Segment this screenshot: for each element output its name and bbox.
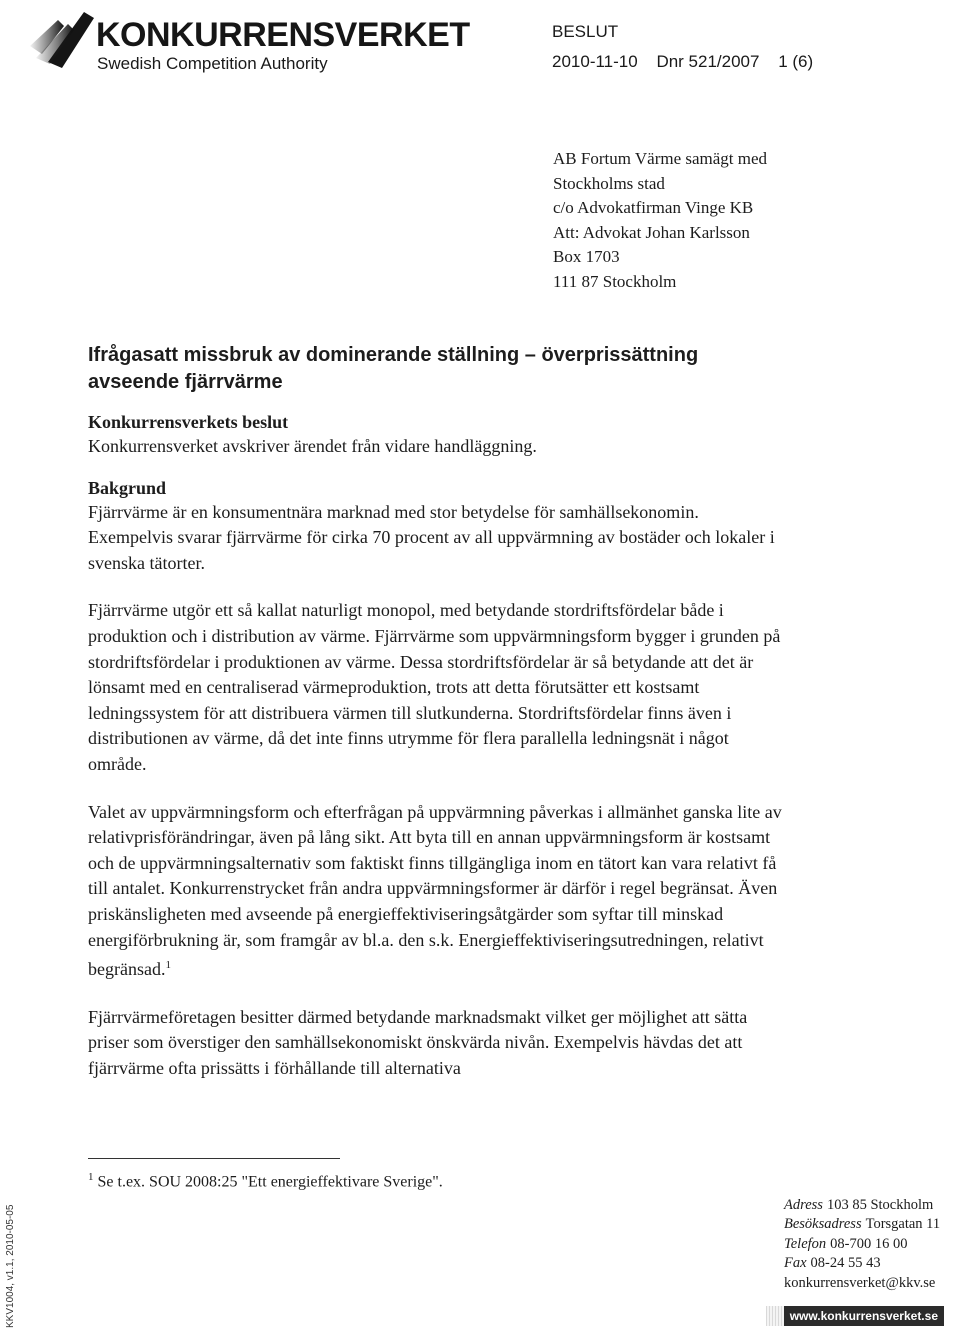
- form-code: KKV1004, v1.1, 2010-05-05: [5, 1204, 16, 1328]
- recipient-line: Stockholms stad: [553, 173, 665, 193]
- website-link: www.konkurrensverket.se: [784, 1306, 944, 1326]
- contact-phone: [784, 1235, 940, 1254]
- decision-heading: Konkurrensverkets beslut: [88, 412, 289, 432]
- document-meta: [552, 52, 813, 72]
- recipient-line: AB Fortum Värme samägt med: [553, 149, 768, 168]
- document-date: 2010-11-10: [552, 52, 638, 71]
- paragraph: Fjärrvärmeföretagen besitter därmed betydande marknadsmakt vilket ger möjlighet att sätta priser som överstiger den samhällsekonomiskt önskvärda nivån. Exempelvis hävdas det att fjärrvärme ofta prissätts i förhållande till alternativa: [88, 1006, 748, 1078]
- recipient-address: [553, 147, 767, 295]
- contact-value: 103 85 Stockholm: [826, 1197, 934, 1213]
- contact-visit: [784, 1215, 940, 1234]
- page-number: 1 (6): [778, 52, 814, 71]
- document-type: BESLUT: [552, 22, 619, 41]
- decision-text: Konkurrensverket avskriver ärendet från vidare handläggning.: [88, 436, 537, 456]
- contact-label: Fax: [784, 1255, 807, 1272]
- recipient-line: 111 87 Stockholm: [553, 271, 677, 291]
- paragraph: [88, 800, 788, 983]
- footnote-text: Se t.ex. SOU 2008:25 "Ett energieffektivare Sverige".: [97, 1173, 443, 1191]
- paragraph: Fjärrvärme utgör ett så kallat naturligt monopol, med betydande stordriftsfördelar både i produktion och i distribution av värme. Fjärrvärme som uppvärmningsform bygger i grunden på stordriftsfördelar i produktionen av värme. Dessa stordriftsfördelar är så betydande att det är lönsamt med en centraliserad värmeproduktion, trots att detta förutsätter ett kostsamt ledningssystem för att distribuera värmen till slutkunderna. Stordriftsfördelar finns även i distributionen av värme, då det inte finns utrymme för flera parallella ledningsnät i något område.: [88, 600, 781, 774]
- contact-value: Torsgatan 11: [865, 1216, 941, 1233]
- background-heading: Bakgrund: [88, 477, 167, 498]
- document-dnr: Dnr 521/2007: [656, 52, 760, 71]
- recipient-line: c/o Advokatfirman Vinge KB: [553, 198, 754, 218]
- recipient-line: Att: Advokat Johan Karlsson: [553, 222, 750, 242]
- footnote: [88, 1171, 443, 1191]
- contact-fax: [784, 1254, 940, 1273]
- contact-label: Telefon: [784, 1235, 827, 1252]
- website-banner: [766, 1306, 944, 1326]
- subject-heading: Ifrågasatt missbruk av dominerande ställning – överprissättning avseende fjärrvärme: [88, 344, 699, 393]
- contact-address: [784, 1196, 940, 1215]
- contact-email: konkurrensverket@kkv.se: [784, 1274, 936, 1291]
- org-name: KONKURRENSVERKET: [96, 16, 470, 54]
- paragraph-text: Valet av uppvärmningsform och efterfrågan på uppvärmning påverkas i allmänhet ganska lite av relativprisförändringar, även på lång sikt. Att byta till en annan uppvärmningsform är kostsamt och de uppvärmningsalternativ som faktiskt finns tillgängliga inom en tätort kan vara relativt få till antalet. Konkurrenstrycket från andra uppvärmningsformer är därför i regel begränsat. Även priskänsligheten med avseende på energieffektiviseringsåtgärder som syftar till minskad energiförbrukning är, som framgår av bl.a. den s.k. Energieffektiviseringsutredningen, relativt begränsad.: [88, 801, 782, 980]
- footnote-ref: 1: [165, 959, 171, 972]
- contact-value: 08-700 16 00: [830, 1235, 908, 1252]
- document-body: [88, 342, 788, 1081]
- org-subtitle: Swedish Competition Authority: [97, 54, 328, 73]
- konkurrensverket-logo-icon: [28, 8, 98, 72]
- footnote-divider: [88, 1158, 340, 1159]
- paragraph: Fjärrvärme är en konsumentnära marknad med stor betydelse för samhällsekonomin. Exempelvis svarar fjärrvärme för cirka 70 procent av all uppvärmning av bostäder och lokaler i svenska tätorter.: [88, 501, 775, 573]
- contact-label: Adress: [784, 1197, 823, 1213]
- recipient-line: Box 1703: [553, 247, 620, 267]
- footnote-number: 1: [88, 1171, 94, 1183]
- contact-value: 08-24 55 43: [810, 1255, 881, 1272]
- contact-label: Besöksadress: [784, 1216, 862, 1233]
- contact-block: [784, 1196, 940, 1293]
